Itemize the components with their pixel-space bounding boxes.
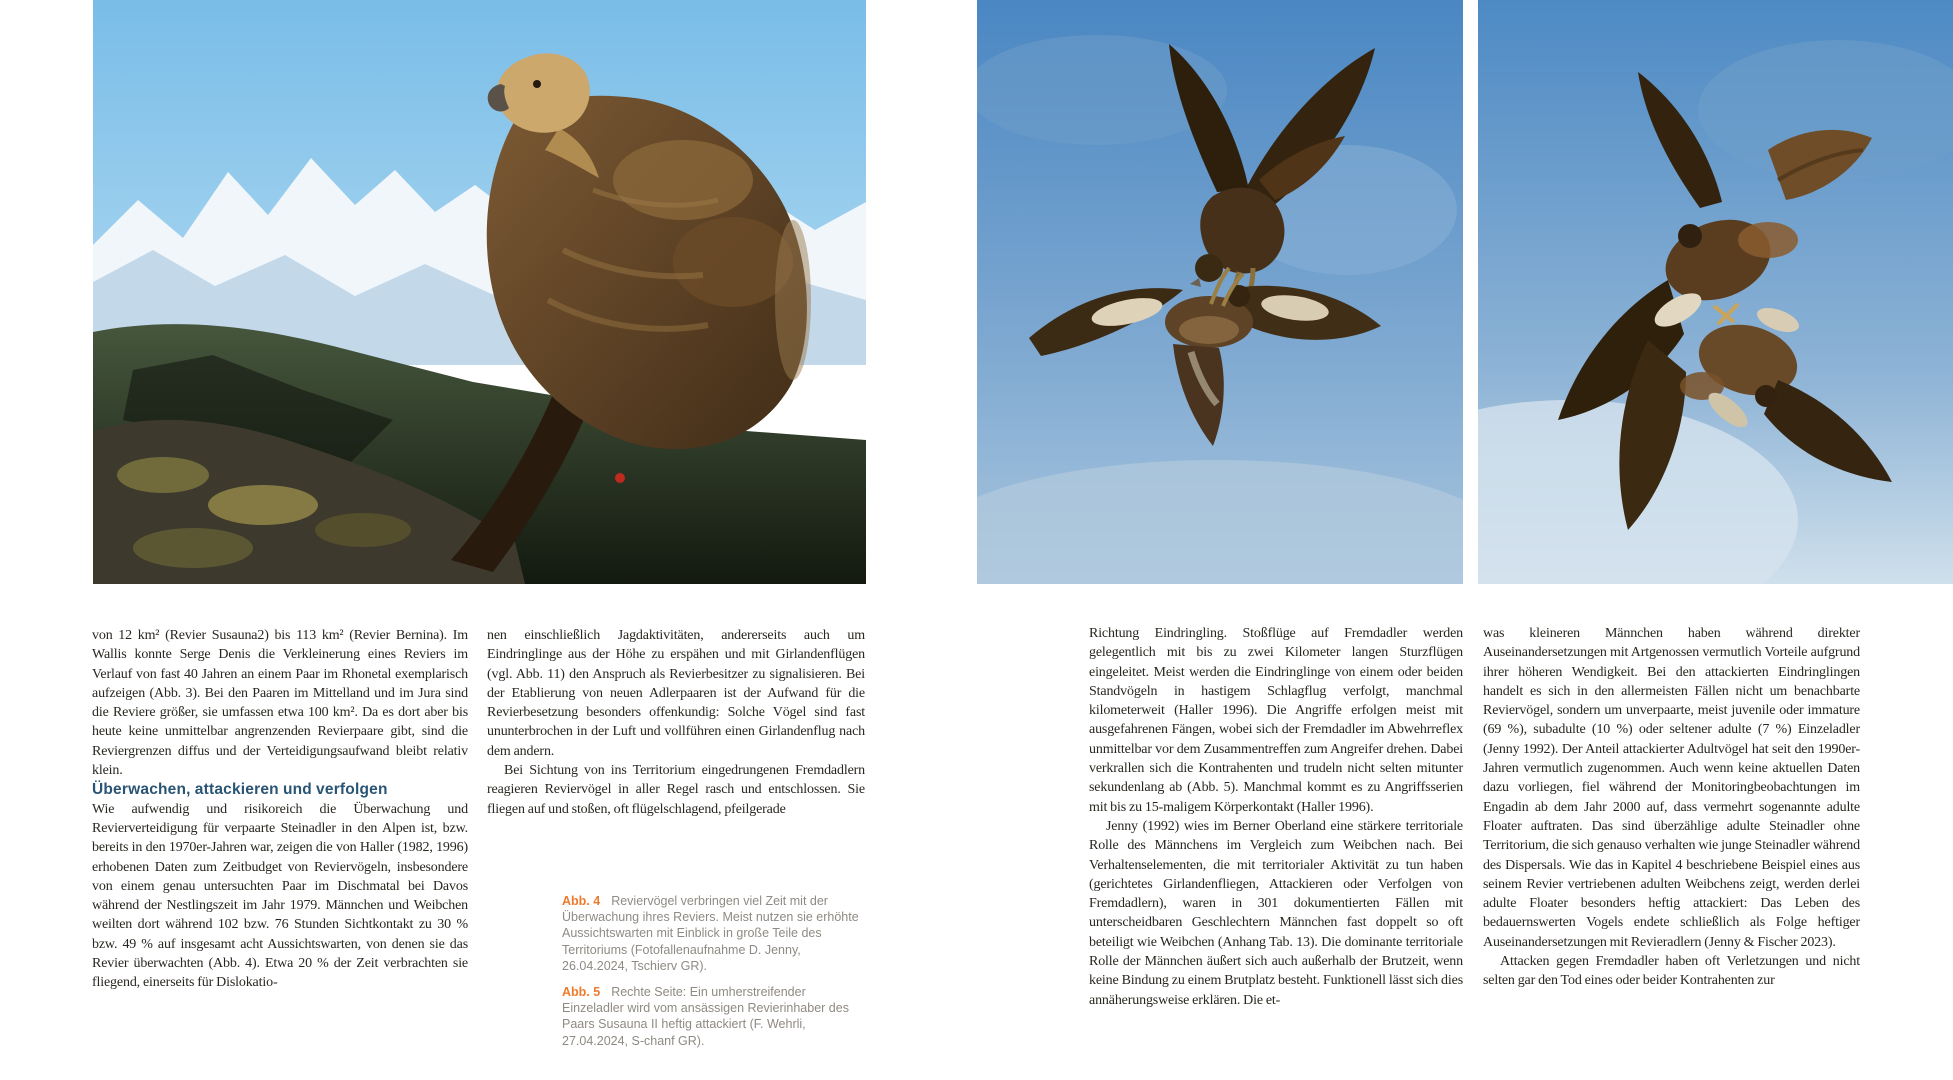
eagle-head	[1755, 385, 1777, 407]
body-paragraph: nen einschließlich Jagdaktivitäten, andererseits auch um Eindringlinge aus der Höhe zu erspähen und mit Girlandenflügen (vgl. Abb. 11) den Anspruch als Revierbesitzer zu signalisieren. Bei der Etablierung von neuen Adlerpaaren ist der Aufwand für die Revierbesetzung besonders offenkundig: Solche Vögel sind fast ununterbrochen in der Luft und vollführen einen Girlandenflug nach dem andern.	[487, 628, 865, 759]
left-page-column-2	[487, 626, 865, 819]
caption-text-abb4: Reviervögel verbringen viel Zeit mit der Überwachung ihres Reviers. Meist nutzen sie erhöhte Aussichtswarten mit Einblick in große Teile des Territoriums (Fotofallenaufnahme D. Jenny, 26.04.2024, Tschierv GR).	[562, 894, 859, 973]
eagle-fight-illustration-1	[977, 0, 1463, 584]
caption-abb4	[562, 893, 866, 974]
left-page-column-1	[92, 626, 468, 993]
caption-abb5	[562, 984, 866, 1049]
body-paragraph: was kleineren Männchen haben während direkter Auseinandersetzungen mit Artgenossen vermutlich Vorteile aufgrund ihrer höheren Wendigkeit. Bei den attackierten Eindringlingen handelt es sich in den allermeisten Fällen nicht um benachbarte Reviervögel, sondern um unverpaarte, meist juvenile oder immature (69 %), subadulte (10 %) oder seltener adulte (7 %) Einzeladler (Jenny 1992). Der Anteil attackierter Adultvögel hat seit den 1990er-Jahren vermutlich zugenommen. Auch wenn keine aktuellen Daten dazu vorliegen, fiel während der Monitoringbeobachtungen im Engadin ab dem Jahr 2000 auf, dass vermehrt sogenannte adulte Floater auftraten. Das sind überzählige adulte Steinadler ohne Territorium, die sich genauso verhalten wie junge Steinadler während des Dispersals. Wie das in Kapitel 4 beschriebene Beispiel eines aus seinem Revier vertriebenen adulten Weibchens zeigt, werden derlei adulte Floater besonders heftig attackiert: Das Leben des bedauernswerten Vogels endete schließlich als Folge heftiger Auseinandersetzungen mit Revieradlern (Jenny & Fischer 2023).	[1483, 626, 1860, 950]
eagle-head	[1678, 224, 1702, 248]
photo-golden-eagle-perched	[93, 0, 866, 584]
right-page-column-2	[1483, 624, 1860, 991]
moss-patch	[117, 457, 209, 493]
section-heading: Überwachen, attackieren und verfolgen	[92, 781, 388, 799]
body-paragraph: Wie aufwendig und risikoreich die Überwachung und Revierverteidigung für verpaarte Steinadler in den Alpen ist, bzw. bereits in den 1970er-Jahren war, zeigen die von Haller (1982, 1996) erhobenen Daten zum Zeitbudget von Reviervögeln, insbesondere von einem genau untersuchten Paar im Dischmatal bei Davos während der Nestlingszeit im Jahr 1979. Männchen und Weibchen weilten dort während 102 bzw. 76 Stunden Sichtkontakt zu 30 % bzw. 49 % auf insgesamt acht Aussichtswarten, von denen sie das Revier überwachten (Abb. 4). Etwa 20 % der Zeit verbrachten sie fliegend, einerseits für Dislokatio-	[92, 801, 468, 991]
caption-label-abb4: Abb. 4	[562, 894, 601, 908]
caption-text-abb5: Rechte Seite: Ein umherstreifender Einzeladler wird vom ansässigen Revierinhaber des Paars Susauna II heftig attackiert (F. Wehrli, 27.04.2024, S-chanf GR).	[562, 985, 849, 1048]
photo-eagles-grappling	[1478, 0, 1953, 584]
moss-patch	[133, 528, 253, 568]
photo-eagles-attacking-midair	[977, 0, 1463, 584]
body-paragraph: Bei Sichtung von ins Territorium eingedrungenen Fremdadlern reagieren Reviervögel in aller Regel rasch und entschlossen. Sie fliegen auf und stoßen, oft flügelschlagend, pfeilgerade	[487, 763, 865, 817]
eagle-head	[1195, 254, 1223, 282]
eagle-perched-illustration	[93, 0, 866, 584]
moss-patch	[315, 513, 411, 547]
body-paragraph: von 12 km² (Revier Susauna2) bis 113 km² (Revier Bernina). Im Wallis konnte Serge Denis die Verkleinerung eines Reviers im Verlauf von fast 40 Jahren an einem Paar im Rhonetal exemplarisch aufzeigen (Abb. 3). Bei den Paaren im Mittelland und im Jura sind die Reviere größer, sie umfassen etwa 100 km². Da es dort aber bis heute keine unmittelbar angrenzenden Revierpaare gibt, sind die Reviergrenzen diffus und der Verteidigungsaufwand bleibt relativ klein.	[92, 628, 468, 779]
caption-label-abb5: Abb. 5	[562, 985, 601, 1000]
body-paragraph: Richtung Eindringling. Stoßflüge auf Fremdadler werden gelegentlich mit bis zu zwei Kilometer langen Sturzflügen eingeleitet. Meist werden die Eindringlinge von einem oder beiden Standvögeln in hastigem Schlagflug verfolgt, manchmal kilometerweit (Haller 1996). Die Angriffe erfolgen meist mit ausgefahrenen Fängen, wobei sich der Fremdadler im Abwehrreflex unmittelbar vor dem Zusammentreffen zum Angreifer drehen. Dabei verkrallen sich die Kontrahenten und trudeln nicht selten mitunter sekundenlang ab (Abb. 5). Manchmal kommt es zu Angriffsserien mit bis zu 15-maligem Körperkontakt (Haller 1996).	[1089, 626, 1463, 815]
prey-remains-red	[615, 473, 625, 483]
eagle-eye	[533, 80, 541, 88]
cloud	[977, 460, 1463, 584]
right-page-column-1	[1089, 624, 1463, 1010]
body-paragraph: Attacken gegen Fremdadler haben oft Verletzungen und nicht selten gar den Tod eines oder beider Kontrahenten zur	[1483, 954, 1860, 989]
body-paragraph: Jenny (1992) wies im Berner Oberland eine stärkere territoriale Rolle des Männchens im Vergleich zum Weibchen nach. Bei Verhaltenselementen, die mit territorialer Aktivität zu tun haben (gerichtetes Girlandenfliegen, Attackieren oder Verfolgen von Fremdadlern), waren in 301 dokumentierten Fällen mit unterscheidbaren Geschlechtern Männchen fast doppelt so oft beteiligt wie Weibchen (Anhang Tab. 13). Die dominante territoriale Rolle der Männchen äußert sich auch außerhalb der Brutzeit, wenn keine Bindung zu einem Brutplatz besteht. Funktionell lässt sich dies annäherungsweise erklären. Die et-	[1089, 818, 1463, 1008]
figure-captions	[562, 893, 866, 1059]
moss-patch	[208, 485, 318, 525]
eagle-fight-illustration-2	[1478, 0, 1953, 584]
